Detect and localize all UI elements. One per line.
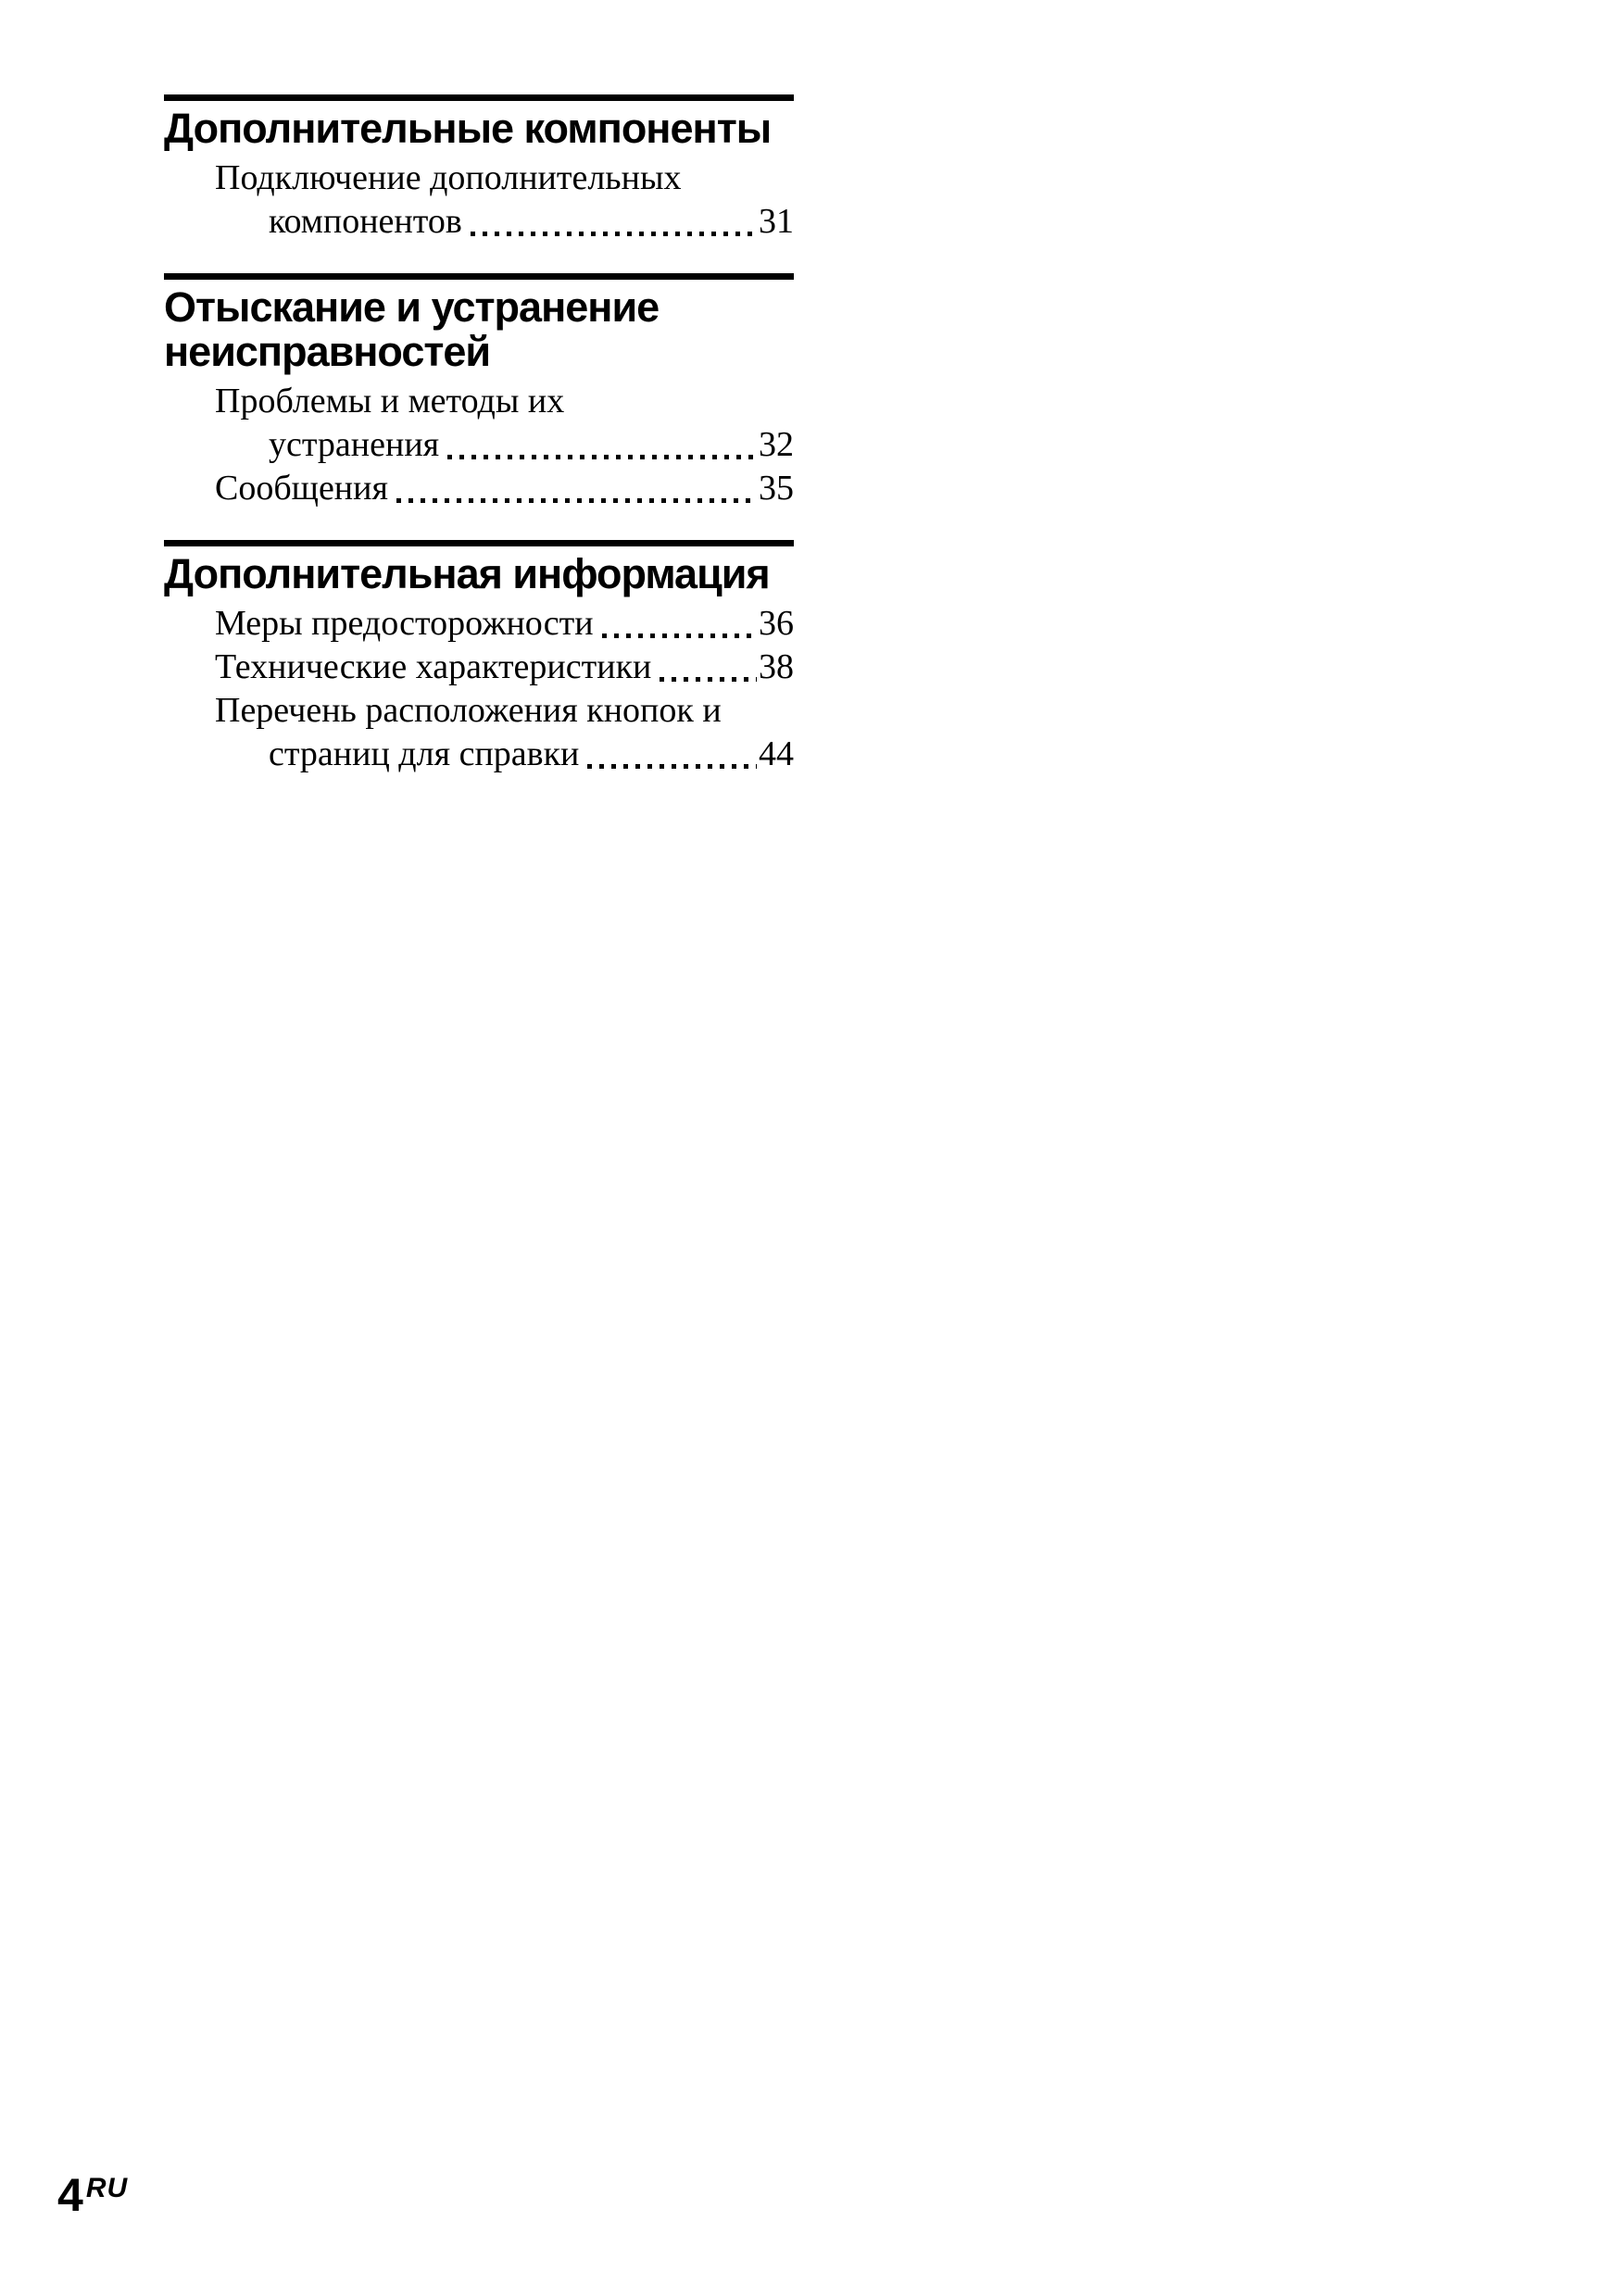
entry-text: Меры предосторожности [215, 604, 594, 643]
dot-leader [660, 677, 757, 682]
toc-entry [164, 380, 794, 467]
toc-section [164, 540, 794, 776]
entry-text: устранения [269, 425, 440, 464]
entry-page-number: 31 [759, 202, 794, 241]
entry-leader-line [164, 646, 794, 689]
entry-leader-line [164, 733, 794, 776]
section-entries [164, 380, 794, 510]
section-title [164, 552, 794, 596]
section-entries [164, 157, 794, 244]
entry-text: Сообщения [215, 469, 388, 508]
language-superscript: RU [85, 2173, 129, 2203]
toc-entry [164, 602, 794, 646]
entry-page-number: 36 [759, 604, 794, 643]
section-title [164, 107, 794, 151]
entry-page-number: 44 [759, 734, 794, 773]
toc-entry [164, 157, 794, 244]
entry-text-line: Подключение дополнительных [215, 158, 682, 197]
entry-page-number: 38 [759, 647, 794, 686]
dot-leader [447, 455, 757, 459]
toc-entry [164, 689, 794, 776]
dot-leader [396, 498, 757, 503]
entry-leader-line [164, 423, 794, 467]
toc-section [164, 273, 794, 510]
toc-entry [164, 646, 794, 689]
toc-entry [164, 467, 794, 510]
section-divider-rule [164, 94, 794, 101]
section-title-line: неисправностей [164, 328, 491, 375]
footer [57, 2169, 129, 2221]
section-divider-rule [164, 540, 794, 546]
entry-text: страниц для справки [269, 734, 580, 773]
section-title-line: Дополнительная информация [164, 550, 770, 597]
section-entries [164, 602, 794, 776]
entry-text-line: Проблемы и методы их [215, 382, 565, 420]
section-title-line: Отыскание и устранение [164, 283, 660, 331]
section-title-line: Дополнительные компоненты [164, 105, 772, 152]
entry-leader-line [164, 467, 794, 510]
table-of-contents [164, 94, 794, 806]
section-divider-rule [164, 273, 794, 280]
section-title [164, 285, 794, 374]
dot-leader [602, 634, 757, 638]
toc-section [164, 94, 794, 244]
entry-leader-line [164, 602, 794, 646]
entry-page-number: 32 [759, 425, 794, 464]
entry-text-line: Перечень расположения кнопок и [215, 691, 722, 730]
dot-leader [471, 232, 757, 236]
entry-text: компонентов [269, 202, 462, 241]
entry-text: Технические характеристики [215, 647, 652, 686]
footer-page-number: 4 [57, 2169, 83, 2221]
dot-leader [587, 764, 757, 769]
entry-leader-line [164, 200, 794, 244]
entry-page-number: 35 [759, 469, 794, 508]
